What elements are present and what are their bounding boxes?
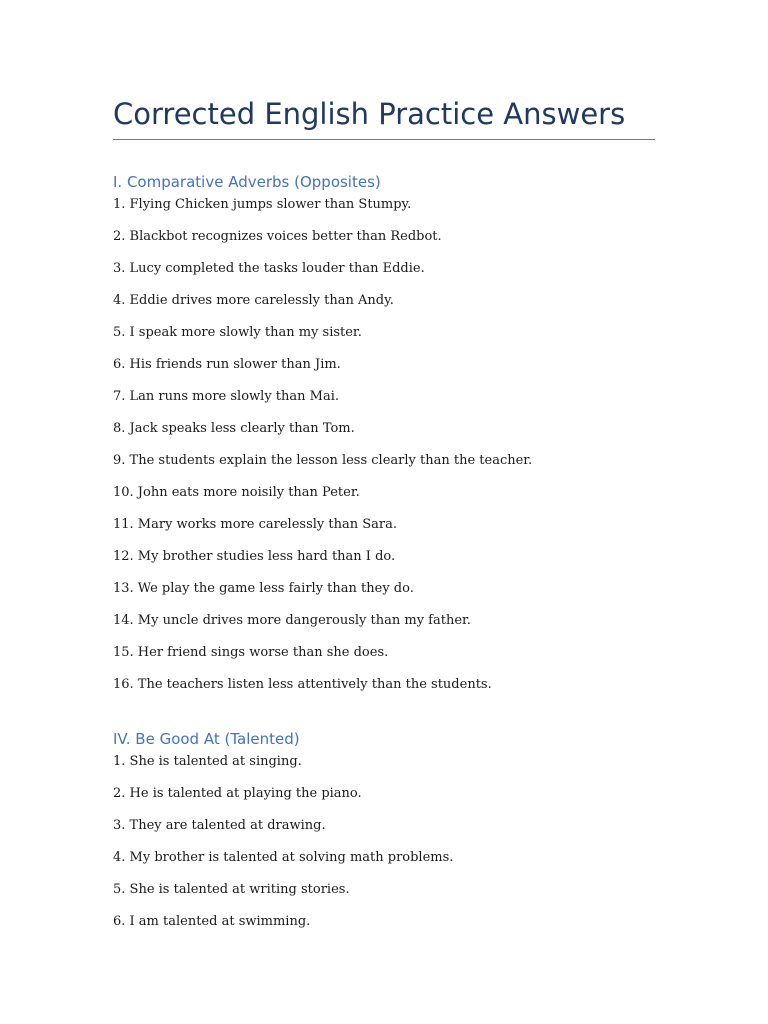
list-item: 15. Her friend sings worse than she does. xyxy=(113,645,389,660)
list-item: 14. My uncle drives more dangerously than my father. xyxy=(113,613,471,628)
list-item: 3. Lucy completed the tasks louder than Eddie. xyxy=(113,261,425,276)
list-item: 5. She is talented at writing stories. xyxy=(113,882,350,897)
page-title: Corrected English Practice Answers xyxy=(113,97,626,131)
list-item: 1. Flying Chicken jumps slower than Stumpy. xyxy=(113,197,412,212)
list-item: 11. Mary works more carelessly than Sara. xyxy=(113,517,397,532)
list-item: 2. Blackbot recognizes voices better than Redbot. xyxy=(113,229,442,244)
list-item: 10. John eats more noisily than Peter. xyxy=(113,485,360,500)
title-underline xyxy=(113,139,655,140)
list-item: 6. I am talented at swimming. xyxy=(113,914,311,929)
list-item: 4. My brother is talented at solving math problems. xyxy=(113,850,454,865)
list-item: 8. Jack speaks less clearly than Tom. xyxy=(113,421,355,436)
be-good-at-list xyxy=(113,753,453,945)
list-item: 7. Lan runs more slowly than Mai. xyxy=(113,389,340,404)
list-item: 1. She is talented at singing. xyxy=(113,754,302,769)
list-item: 13. We play the game less fairly than they do. xyxy=(113,581,414,596)
list-item: 5. I speak more slowly than my sister. xyxy=(113,325,362,340)
section-heading-be-good-at: IV. Be Good At (Talented) xyxy=(113,730,300,748)
list-item: 6. His friends run slower than Jim. xyxy=(113,357,341,372)
comparative-adverbs-list xyxy=(113,196,532,708)
list-item: 9. The students explain the lesson less clearly than the teacher. xyxy=(113,453,533,468)
list-item: 12. My brother studies less hard than I do. xyxy=(113,549,396,564)
list-item: 3. They are talented at drawing. xyxy=(113,818,326,833)
list-item: 16. The teachers listen less attentively than the students. xyxy=(113,677,492,692)
list-item: 4. Eddie drives more carelessly than Andy. xyxy=(113,293,394,308)
list-item: 2. He is talented at playing the piano. xyxy=(113,786,362,801)
section-heading-comparative-adverbs: I. Comparative Adverbs (Opposites) xyxy=(113,173,381,191)
